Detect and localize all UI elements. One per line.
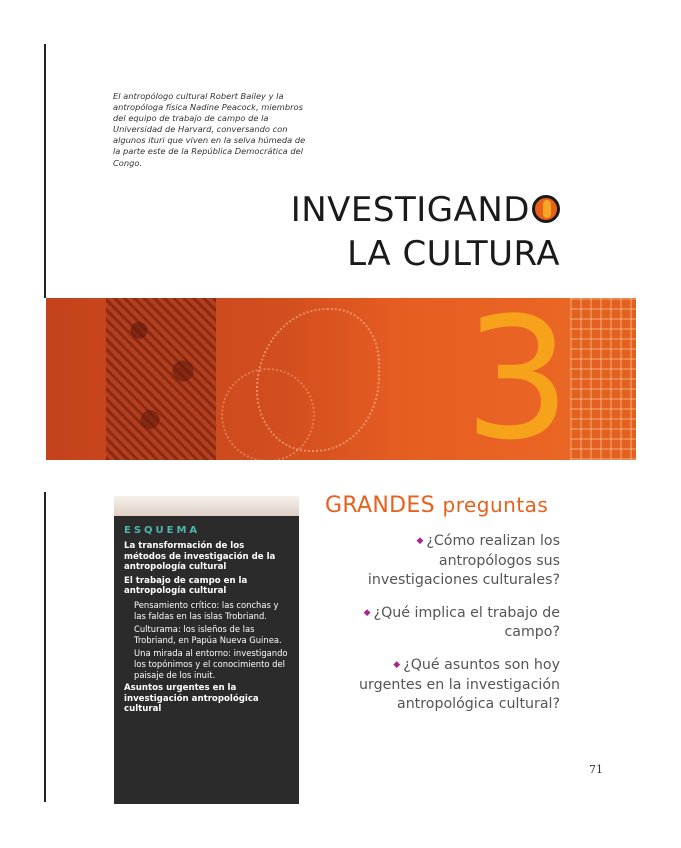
outline-subitem: Pensamiento crítico: las conchas y las faldas en las islas Trobriand. (134, 599, 279, 621)
outline-item: El trabajo de campo en la antropología cultural (124, 575, 248, 597)
outline-list (124, 541, 289, 715)
big-question-item (340, 532, 560, 591)
photo-caption: El antropólogo cultural Robert Bailey y la antropóloga física Nadine Peacock, miembros del equipo de trabajo de campo de la Universidad de Harvard, conversando con algunos ituri que viven en la selva húmeda de la parte este de la República Democrática del Congo. (113, 91, 306, 168)
chapter-number: 3 (464, 298, 571, 460)
title-o-circle-icon (532, 195, 560, 223)
big-question-item (340, 656, 560, 715)
big-question-text: ¿Qué implica el trabajo de campo? (373, 604, 560, 641)
big-questions-title (325, 490, 548, 518)
big-question-text: ¿Cómo realizan los antropólogos sus investigaciones culturales? (367, 533, 560, 589)
chapter-outline (114, 516, 299, 804)
page-number: 71 (589, 763, 603, 776)
carved-pattern-image (106, 298, 216, 460)
diamond-bullet-icon: ◆ (393, 659, 401, 670)
big-questions-title-light: preguntas (442, 493, 549, 517)
outline-heading: ESQUEMA (124, 525, 201, 536)
meander-border-pattern (570, 298, 636, 460)
diamond-bullet-icon: ◆ (416, 536, 424, 546)
chapter-title (291, 188, 560, 276)
outline-subitem: Culturama: los isleños de las Trobriand, en Papúa Nueva Guinea. (134, 624, 282, 645)
page-edge-line (44, 44, 46, 298)
chapter-title-text-1: INVESTIGAND (290, 190, 530, 230)
big-questions-list (340, 532, 560, 728)
big-question-text: ¿Qué asuntos son hoy urgentes en la investigación antropológica cultural? (359, 656, 560, 713)
outline-item: La transformación de los métodos de investigación de la antropología cultural (124, 541, 276, 573)
page-edge-line (44, 492, 46, 802)
chapter-title-line-2: LA CULTURA (347, 234, 560, 274)
outline-subitem: Una mirada al entorno: investigando los topónimos y el conocimiento del paisaje de los inuit. (134, 648, 288, 680)
big-questions-title-strong: GRANDES (325, 493, 435, 518)
chapter-title-line-1 (291, 188, 560, 232)
big-question-item (340, 604, 560, 643)
diamond-bullet-icon: ◆ (363, 607, 371, 618)
paisley-ornament-icon (256, 308, 380, 452)
outline-item: Asuntos urgentes en la investigación antropológica cultural (124, 683, 259, 715)
chapter-banner (46, 298, 636, 460)
